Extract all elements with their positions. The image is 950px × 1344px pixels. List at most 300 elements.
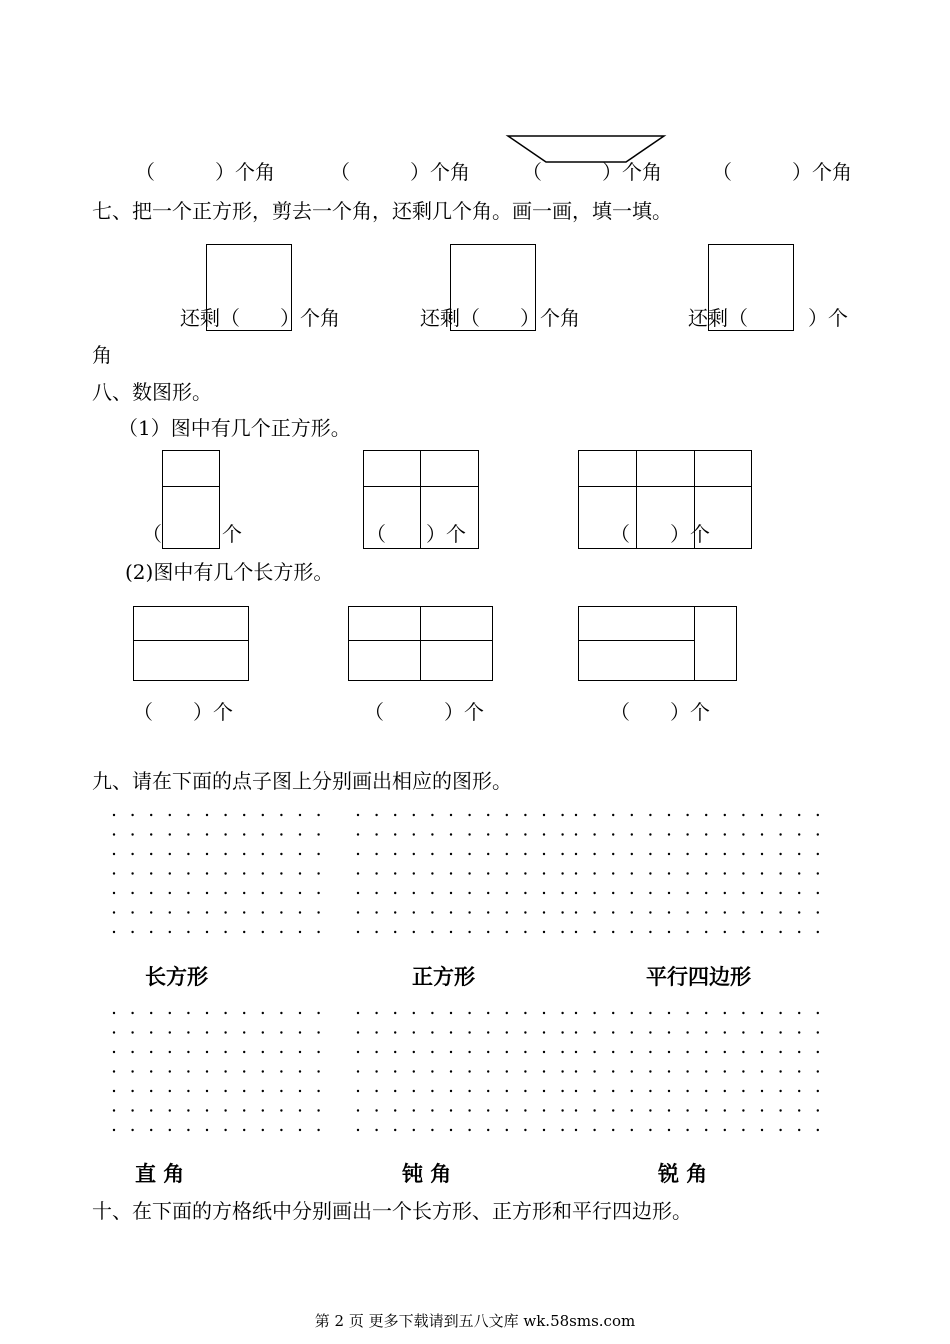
grid-dot (612, 892, 614, 894)
grid-dot (668, 911, 670, 913)
grid-dot (450, 853, 452, 855)
grid-dot (262, 892, 264, 894)
grid-dot (375, 1090, 377, 1092)
grid-dot (317, 892, 319, 894)
grid-dot (668, 1090, 670, 1092)
grid-dot (150, 1129, 152, 1131)
grid-dot (575, 1129, 577, 1131)
grid-dot (612, 833, 614, 835)
grid-dot (431, 1012, 433, 1014)
grid-dot (450, 931, 452, 933)
rectangle-count-blank: （ ）个 (133, 700, 233, 724)
grid-dot (686, 1031, 688, 1033)
grid-dot (631, 1070, 633, 1072)
grid-dot (169, 872, 171, 874)
grid-dot (506, 1070, 508, 1072)
grid-dot (468, 1070, 470, 1072)
grid-dot (243, 814, 245, 816)
grid-dot (649, 1129, 651, 1131)
grid-dot (524, 911, 526, 913)
grid-dot (150, 1109, 152, 1111)
grid-dot (817, 853, 819, 855)
grid-dot (817, 931, 819, 933)
grid-dot (524, 1070, 526, 1072)
grid-dot (431, 814, 433, 816)
grid-dot (169, 833, 171, 835)
grid-dot (224, 1109, 226, 1111)
grid-dot (724, 1129, 726, 1131)
grid-dot (413, 833, 415, 835)
grid-dot (543, 1070, 545, 1072)
grid-dot (394, 853, 396, 855)
grid-dot (631, 853, 633, 855)
grid-dot (113, 911, 115, 913)
grid-dot (113, 1129, 115, 1131)
grid-dot (187, 1129, 189, 1131)
grid-dot (487, 1129, 489, 1131)
grid-dot (150, 853, 152, 855)
grid-dot (593, 872, 595, 874)
grid-dot (561, 931, 563, 933)
grid-dot (798, 872, 800, 874)
grid-dot (612, 1090, 614, 1092)
grid-dot (375, 1051, 377, 1053)
grid-dot (543, 814, 545, 816)
grid-dot (668, 892, 670, 894)
grid-dot (705, 814, 707, 816)
grid-dot (206, 1012, 208, 1014)
grid-dot (131, 1070, 133, 1072)
grid-dot (317, 814, 319, 816)
grid-dot (779, 1031, 781, 1033)
grid-dot (798, 1129, 800, 1131)
grid-dot (761, 1031, 763, 1033)
shape-label: 平行四边形 (646, 965, 751, 989)
grid-dot (524, 833, 526, 835)
grid-dot (280, 1012, 282, 1014)
grid-dot (150, 1031, 152, 1033)
grid-dot (575, 1109, 577, 1111)
grid-dot (394, 814, 396, 816)
grid-dot (487, 892, 489, 894)
grid-dot (724, 892, 726, 894)
grid-dot (761, 931, 763, 933)
grid-dot (561, 1109, 563, 1111)
grid-dot (543, 853, 545, 855)
grid-dot (317, 911, 319, 913)
grid-dot (612, 1070, 614, 1072)
grid-dot (224, 1070, 226, 1072)
grid-dot (724, 1070, 726, 1072)
grid-dot (543, 931, 545, 933)
grid-dot (649, 911, 651, 913)
divider-line (578, 640, 694, 641)
grid-dot (187, 833, 189, 835)
grid-dot (779, 911, 781, 913)
grid-dot (705, 1109, 707, 1111)
grid-dot (742, 814, 744, 816)
grid-dot (357, 931, 359, 933)
grid-dot (450, 1070, 452, 1072)
grid-dot (524, 1051, 526, 1053)
grid-dot (506, 1109, 508, 1111)
grid-dot (150, 1012, 152, 1014)
grid-dot (357, 1031, 359, 1033)
grid-dot (817, 1031, 819, 1033)
grid-dot (779, 1090, 781, 1092)
grid-dot (375, 872, 377, 874)
grid-dot (169, 1012, 171, 1014)
grid-dot (468, 1129, 470, 1131)
grid-dot (224, 833, 226, 835)
grid-dot (131, 833, 133, 835)
grid-dot (506, 1031, 508, 1033)
grid-dot (317, 931, 319, 933)
grid-dot (761, 1051, 763, 1053)
grid-dot (798, 1051, 800, 1053)
grid-dot (113, 833, 115, 835)
grid-dot (113, 892, 115, 894)
grid-dot (394, 1051, 396, 1053)
grid-dot (413, 1129, 415, 1131)
grid-dot (375, 1109, 377, 1111)
grid-dot (468, 833, 470, 835)
grid-dot (817, 892, 819, 894)
grid-dot (375, 814, 377, 816)
grid-dot (299, 833, 301, 835)
grid-dot (169, 1129, 171, 1131)
grid-dot (468, 1031, 470, 1033)
grid-dot (357, 814, 359, 816)
section-10-title: 十、在下面的方格纸中分别画出一个长方形、正方形和平行四边形。 (92, 1199, 692, 1223)
grid-dot (431, 931, 433, 933)
grid-dot (798, 911, 800, 913)
grid-dot (169, 1051, 171, 1053)
grid-dot (742, 1031, 744, 1033)
grid-dot (686, 833, 688, 835)
grid-dot (668, 1031, 670, 1033)
section-9-title: 九、请在下面的点子图上分别画出相应的图形。 (92, 769, 512, 793)
square-count-blank: （ 个 (142, 522, 242, 546)
grid-dot (317, 872, 319, 874)
grid-dot (468, 931, 470, 933)
grid-dot (705, 911, 707, 913)
grid-dot (705, 931, 707, 933)
grid-dot (593, 814, 595, 816)
angle-count-blank: （ ）个角 (135, 160, 275, 184)
grid-dot (487, 814, 489, 816)
grid-dot (593, 1129, 595, 1131)
grid-dot (668, 833, 670, 835)
question-1: （1）图中有几个正方形。 (118, 416, 351, 440)
grid-dot (543, 1109, 545, 1111)
grid-dot (357, 911, 359, 913)
grid-dot (169, 814, 171, 816)
grid-dot (224, 1051, 226, 1053)
grid-dot (131, 853, 133, 855)
grid-dot (817, 833, 819, 835)
rectangle-count-blank: （ ）个 (610, 700, 710, 724)
grid-dot (631, 1129, 633, 1131)
grid-dot (280, 872, 282, 874)
square-count-blank: （ ）个 (366, 522, 466, 546)
grid-dot (612, 931, 614, 933)
grid-dot (575, 814, 577, 816)
divider-line (363, 486, 479, 487)
grid-dot (243, 1051, 245, 1053)
grid-dot (169, 1031, 171, 1033)
grid-dot (413, 892, 415, 894)
grid-dot (487, 1070, 489, 1072)
grid-dot (817, 1090, 819, 1092)
grid-dot (649, 1012, 651, 1014)
grid-dot (798, 1031, 800, 1033)
grid-dot (150, 1090, 152, 1092)
grid-dot (668, 1070, 670, 1072)
grid-dot (487, 1031, 489, 1033)
grid-dot (280, 911, 282, 913)
grid-dot (649, 1090, 651, 1092)
grid-dot (686, 872, 688, 874)
grid-dot (131, 1051, 133, 1053)
grid-dot (375, 1070, 377, 1072)
grid-dot (206, 814, 208, 816)
grid-dot (113, 1012, 115, 1014)
grid-dot (668, 1051, 670, 1053)
grid-dot (468, 1012, 470, 1014)
grid-dot (206, 1090, 208, 1092)
grid-dot (169, 853, 171, 855)
grid-dot (543, 911, 545, 913)
grid-dot (817, 872, 819, 874)
grid-dot (487, 833, 489, 835)
grid-dot (169, 931, 171, 933)
grid-dot (724, 1051, 726, 1053)
grid-dot (280, 814, 282, 816)
grid-dot (593, 1090, 595, 1092)
grid-dot (612, 1129, 614, 1131)
angle-label: 钝 角 (402, 1162, 452, 1186)
grid-dot (761, 814, 763, 816)
grid-dot (206, 1070, 208, 1072)
grid-dot (450, 1090, 452, 1092)
grid-dot (686, 1109, 688, 1111)
section-8-title: 八、数图形。 (92, 380, 212, 404)
grid-dot (761, 853, 763, 855)
grid-dot (705, 853, 707, 855)
grid-dot (243, 1031, 245, 1033)
grid-dot (187, 814, 189, 816)
grid-dot (357, 1129, 359, 1131)
grid-dot (543, 892, 545, 894)
grid-dot (299, 931, 301, 933)
grid-dot (668, 931, 670, 933)
grid-dot (742, 1070, 744, 1072)
grid-dot (317, 1109, 319, 1111)
grid-dot (668, 814, 670, 816)
grid-dot (779, 853, 781, 855)
grid-dot (724, 833, 726, 835)
angle-label: 直 角 (135, 1162, 185, 1186)
grid-dot (779, 931, 781, 933)
grid-dot (705, 872, 707, 874)
grid-dot (431, 853, 433, 855)
grid-dot (524, 814, 526, 816)
grid-dot (742, 911, 744, 913)
grid-dot (612, 911, 614, 913)
grid-dot (561, 1090, 563, 1092)
rectangle-count-figure (578, 606, 737, 681)
rectangle-count-figure (133, 606, 249, 681)
grid-dot (575, 1012, 577, 1014)
remaining-angle-blank: 还剩（ ）个 (688, 306, 848, 330)
grid-dot (357, 892, 359, 894)
grid-dot (131, 911, 133, 913)
grid-dot (631, 1051, 633, 1053)
grid-dot (450, 872, 452, 874)
grid-dot (131, 892, 133, 894)
grid-dot (724, 1031, 726, 1033)
grid-dot (450, 1012, 452, 1014)
grid-dot (243, 892, 245, 894)
grid-dot (798, 931, 800, 933)
grid-dot (394, 911, 396, 913)
grid-dot (724, 1090, 726, 1092)
grid-dot (524, 1109, 526, 1111)
grid-dot (262, 1129, 264, 1131)
grid-dot (150, 931, 152, 933)
grid-dot (224, 1031, 226, 1033)
grid-dot (113, 1109, 115, 1111)
grid-dot (575, 1070, 577, 1072)
grid-dot (593, 931, 595, 933)
grid-dot (413, 853, 415, 855)
grid-dot (487, 1051, 489, 1053)
grid-dot (593, 911, 595, 913)
grid-dot (575, 911, 577, 913)
grid-dot (686, 892, 688, 894)
grid-dot (299, 1109, 301, 1111)
grid-dot (357, 1109, 359, 1111)
grid-dot (506, 814, 508, 816)
grid-dot (468, 1051, 470, 1053)
grid-dot (612, 814, 614, 816)
angle-label: 锐 角 (658, 1162, 708, 1186)
grid-dot (280, 892, 282, 894)
grid-dot (375, 1031, 377, 1033)
grid-dot (113, 872, 115, 874)
grid-dot (631, 1031, 633, 1033)
grid-dot (543, 1129, 545, 1131)
grid-dot (779, 833, 781, 835)
grid-dot (450, 1031, 452, 1033)
grid-dot (506, 833, 508, 835)
grid-dot (299, 814, 301, 816)
grid-dot (150, 911, 152, 913)
grid-dot (468, 872, 470, 874)
remaining-angle-blank: 还剩（ ）个角 (420, 306, 580, 330)
grid-dot (705, 833, 707, 835)
grid-dot (798, 892, 800, 894)
grid-dot (187, 1031, 189, 1033)
grid-dot (299, 1129, 301, 1131)
grid-dot (705, 1070, 707, 1072)
grid-dot (431, 1129, 433, 1131)
grid-dot (131, 1129, 133, 1131)
grid-dot (817, 1109, 819, 1111)
grid-dot (413, 931, 415, 933)
grid-dot (243, 872, 245, 874)
grid-dot (631, 931, 633, 933)
grid-dot (524, 1031, 526, 1033)
grid-dot (761, 911, 763, 913)
grid-dot (612, 1109, 614, 1111)
grid-dot (724, 814, 726, 816)
grid-dot (317, 1012, 319, 1014)
grid-dot (686, 853, 688, 855)
grid-dot (243, 911, 245, 913)
grid-dot (450, 833, 452, 835)
grid-dot (375, 1129, 377, 1131)
grid-dot (543, 872, 545, 874)
grid-dot (779, 1070, 781, 1072)
grid-dot (649, 872, 651, 874)
grid-dot (543, 1031, 545, 1033)
grid-dot (649, 1031, 651, 1033)
grid-dot (224, 892, 226, 894)
grid-dot (243, 1129, 245, 1131)
dot-grid (100, 1003, 830, 1138)
grid-dot (413, 1012, 415, 1014)
grid-dot (150, 872, 152, 874)
grid-dot (394, 1109, 396, 1111)
grid-dot (593, 833, 595, 835)
grid-dot (357, 853, 359, 855)
grid-dot (575, 1051, 577, 1053)
grid-dot (798, 853, 800, 855)
grid-dot (431, 1109, 433, 1111)
grid-dot (506, 1012, 508, 1014)
grid-dot (243, 1109, 245, 1111)
grid-dot (575, 833, 577, 835)
grid-dot (561, 1012, 563, 1014)
grid-dot (243, 1012, 245, 1014)
grid-dot (468, 911, 470, 913)
grid-dot (742, 1129, 744, 1131)
grid-dot (817, 1070, 819, 1072)
grid-dot (131, 872, 133, 874)
grid-dot (169, 911, 171, 913)
grid-dot (543, 833, 545, 835)
grid-dot (450, 1051, 452, 1053)
grid-dot (280, 853, 282, 855)
grid-dot (357, 1090, 359, 1092)
grid-dot (742, 931, 744, 933)
grid-dot (468, 1109, 470, 1111)
grid-dot (187, 892, 189, 894)
grid-dot (150, 1051, 152, 1053)
grid-dot (357, 872, 359, 874)
grid-dot (506, 931, 508, 933)
grid-dot (299, 1070, 301, 1072)
shape-label: 长方形 (145, 965, 208, 989)
dot-grid (100, 805, 830, 940)
grid-dot (224, 872, 226, 874)
grid-dot (394, 1070, 396, 1072)
grid-dot (113, 1031, 115, 1033)
grid-dot (779, 814, 781, 816)
grid-dot (224, 1090, 226, 1092)
